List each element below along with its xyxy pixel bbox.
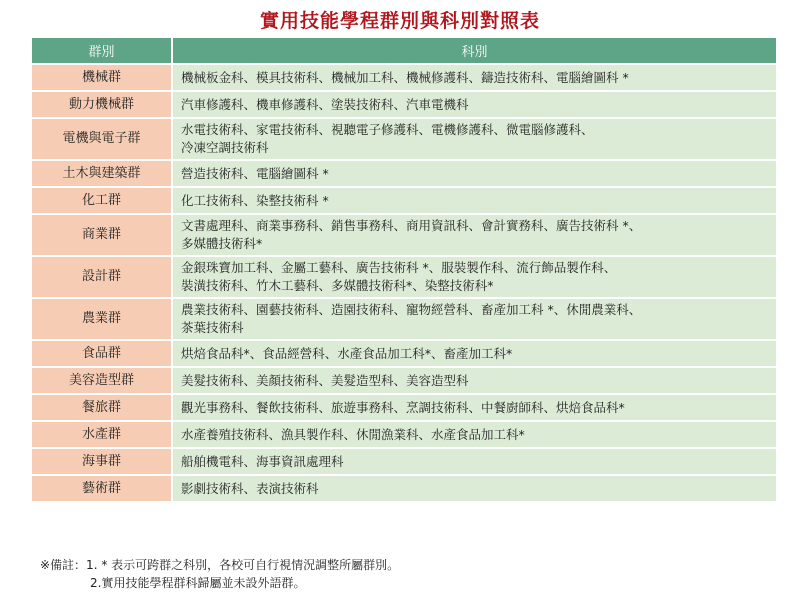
group-cell: 化工群: [32, 188, 173, 215]
table-row: [32, 395, 776, 422]
subjects-line: 化工技術科、染整技術科 *: [181, 192, 329, 208]
mapping-table: [32, 38, 776, 503]
table-row: [32, 257, 776, 299]
group-cell: 動力機械群: [32, 92, 173, 119]
group-cell: 電機與電子群: [32, 119, 173, 161]
subjects-line: 美髮技術科、美顏技術科、美髮造型科、美容造型科: [181, 372, 469, 388]
subjects-line: 茶葉技術科: [181, 320, 244, 335]
table-row: [32, 188, 776, 215]
subjects-line: 裝潢技術科、竹木工藝科、多媒體技術科*、染整技術科*: [181, 278, 494, 293]
table-row: [32, 476, 776, 503]
table-header-row: [32, 38, 776, 65]
group-cell: 水產群: [32, 422, 173, 449]
subjects-cell: [173, 215, 776, 257]
subjects-cell: [173, 257, 776, 299]
subjects-cell: [173, 368, 776, 395]
footnotes: [40, 556, 399, 592]
group-cell: 藝術群: [32, 476, 173, 503]
subjects-line: 影劇技術科、表演技術科: [181, 480, 319, 496]
table-row: [32, 161, 776, 188]
table-row: [32, 119, 776, 161]
subjects-line: 機械板金科、模具技術科、機械加工科、機械修護科、鑄造技術科、電腦繪圖科 *: [181, 69, 629, 85]
subjects-line: 營造技術科、電腦繪圖科 *: [181, 165, 329, 181]
subjects-cell: [173, 341, 776, 368]
group-cell: 土木與建築群: [32, 161, 173, 188]
subjects-line: 農業技術科、園藝技術科、造園技術科、寵物經營科、畜產加工科 *、休閒農業科、: [181, 302, 642, 317]
table-row: [32, 299, 776, 341]
group-cell: 商業群: [32, 215, 173, 257]
subjects-line: 船舶機電科、海事資訊處理科: [181, 453, 344, 469]
subjects-line: 文書處理科、商業事務科、銷售事務科、商用資訊科、會計實務科、廣告技術科 *、: [181, 218, 642, 233]
subjects-cell: [173, 449, 776, 476]
subjects-cell: [173, 119, 776, 161]
column-header-subjects: 科別: [173, 38, 776, 65]
subjects-line: 多媒體技術科*: [181, 236, 263, 251]
column-header-group: 群別: [32, 38, 173, 65]
table-row: [32, 422, 776, 449]
subjects-cell: [173, 92, 776, 119]
table-row: [32, 449, 776, 476]
subjects-cell: [173, 188, 776, 215]
subjects-line: 觀光事務科、餐飲技術科、旅遊事務科、烹調技術科、中餐廚師科、烘焙食品科*: [181, 399, 625, 415]
subjects-line: 烘焙食品科*、食品經營科、水產食品加工科*、畜產加工科*: [181, 345, 513, 361]
subjects-cell: [173, 65, 776, 92]
table-row: [32, 92, 776, 119]
group-cell: 餐旅群: [32, 395, 173, 422]
table-row: [32, 65, 776, 92]
group-cell: 食品群: [32, 341, 173, 368]
subjects-line: 金銀珠寶加工科、金屬工藝科、廣告技術科 *、服裝製作科、流行飾品製作科、: [181, 260, 617, 275]
subjects-cell: [173, 395, 776, 422]
subjects-cell: [173, 299, 776, 341]
group-cell: 機械群: [32, 65, 173, 92]
table-row: [32, 368, 776, 395]
subjects-cell: [173, 476, 776, 503]
subjects-line: 汽車修護科、機車修護科、塗裝技術科、汽車電機科: [181, 96, 469, 112]
page-title: 實用技能學程群別與科別對照表: [259, 10, 540, 32]
group-cell: 農業群: [32, 299, 173, 341]
footnote-2: 2.實用技能學程群科歸屬並未設外語群。: [90, 576, 306, 590]
subjects-line: 水產養殖技術科、漁具製作科、休閒漁業科、水產食品加工科*: [181, 426, 525, 442]
subjects-cell: [173, 422, 776, 449]
table-row: [32, 341, 776, 368]
subjects-line: 水電技術科、家電技術科、視聽電子修護科、電機修護科、微電腦修護科、: [181, 122, 594, 137]
group-cell: 美容造型群: [32, 368, 173, 395]
group-cell: 設計群: [32, 257, 173, 299]
footnote-1: ※備註：1. * 表示可跨群之科別，各校可自行視情況調整所屬群別。: [40, 558, 400, 572]
table-body: [32, 65, 776, 503]
group-cell: 海事群: [32, 449, 173, 476]
table-row: [32, 215, 776, 257]
subjects-cell: [173, 161, 776, 188]
subjects-line: 冷凍空調技術科: [181, 140, 269, 155]
